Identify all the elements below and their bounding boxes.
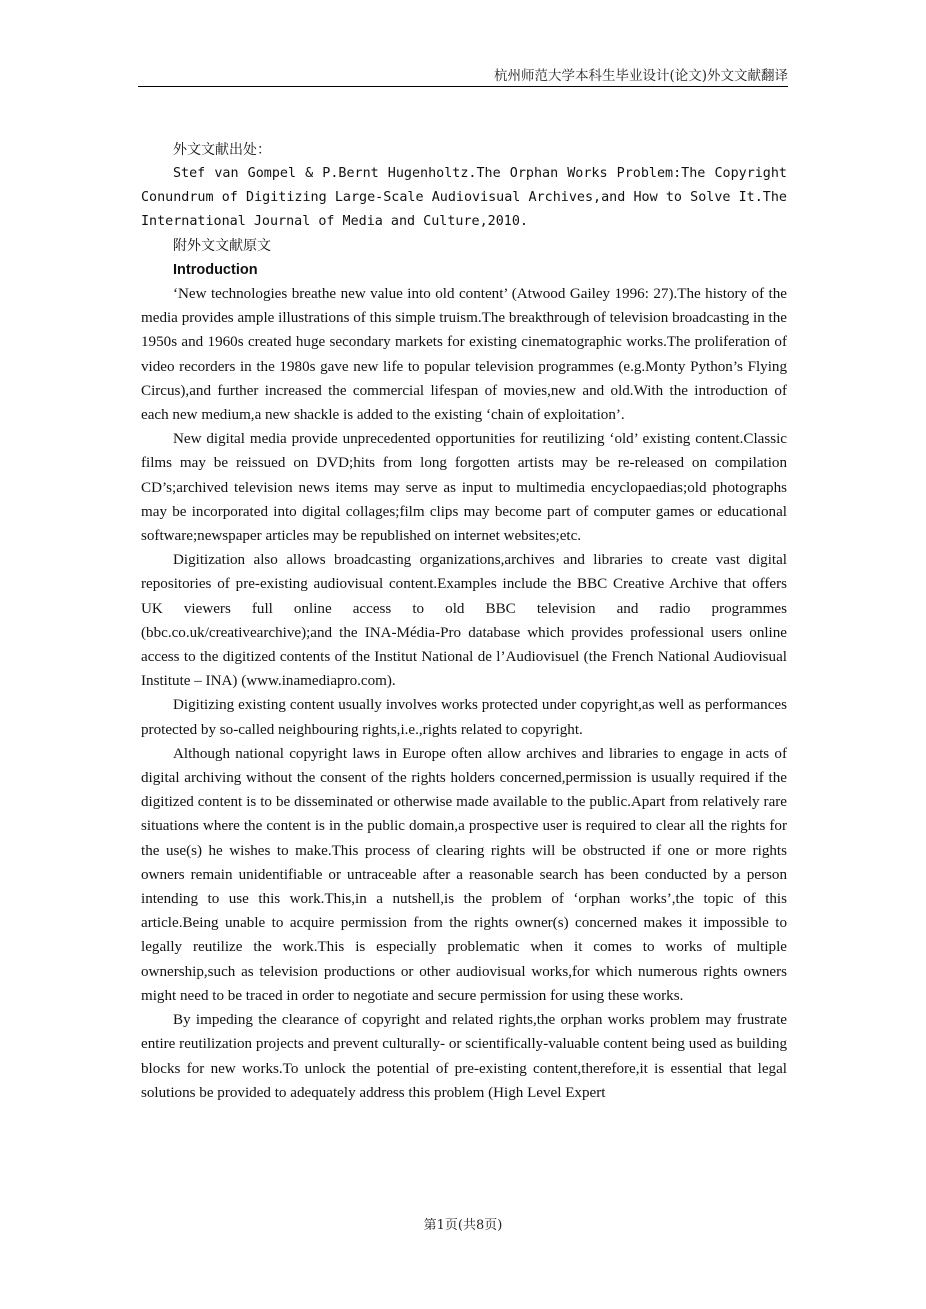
running-header: 杭州师范大学本科生毕业设计(论文)外文文献翻译 [493, 68, 788, 84]
header-rule [138, 86, 788, 87]
source-citation: Stef van Gompel & P.Bernt Hugenholtz.The Orphan Works Problem:The Copyright Conundrum of Digitizing Large-Scale Audiovisual Archives,and How to Solve It.The International Journal of Media and Culture,2010. [141, 166, 787, 229]
page-number: 第1页(共8页) [423, 1218, 503, 1233]
paragraph-6: By impeding the clearance of copyright and related rights,the orphan works problem may frustrate entire reutilization projects and prevent culturally- or scientifically-valuable content being used as building blocks for new works.To unlock the potential of pre-existing content,therefore,it is essential that legal solutions be provided to adequately address this problem (High Level Expert [141, 1012, 787, 1101]
source-label: 外文文献出处： [173, 142, 271, 158]
section-heading: Introduction [173, 262, 258, 278]
appendix-label: 附外文文献原文 [173, 238, 271, 254]
paragraph-5: Although national copyright laws in Europe often allow archives and libraries to engage in acts of digital archiving without the consent of the rights holders concerned,permission is usually required if the digitized content is to be disseminated or otherwise made available to the public.Apart from relatively rare situations where the content is in the public domain,a prospective user is required to clear all the rights for the use(s) he wishes to make.This process of clearing rights will be obstructed if one or more rights owners remain unidentifiable or untraceable after a reasonable search has been conducted by a person intending to use this work.This,in a nutshell,is the problem of ‘orphan works’,the topic of this article.Being unable to acquire permission from the rights owner(s) concerned makes it impossible to legally reutilize the work.This is especially problematic when it comes to works of multiple ownership,such as television productions or other audiovisual works,for which numerous rights owners might need to be traced in order to negotiate and secure permission for using these works. [141, 745, 787, 1004]
paragraph-4: Digitizing existing content usually involves works protected under copyright,as well as performances protected by so-called neighbouring rights,i.e.,rights related to copyright. [141, 697, 787, 738]
paragraph-2: New digital media provide unprecedented opportunities for reutilizing ‘old’ existing content.Classic films may be reissued on DVD;hits from long forgotten artists may be re-released on compilation CD’s;archived television news items may serve as input to multimedia encyclopaedias;old photographs may be incorporated into digital collages;film clips may become part of computer games or educational software;newspaper articles may be republished on internet websites;etc. [141, 431, 787, 545]
paragraph-1: ‘New technologies breathe new value into old content’ (Atwood Gailey 1996: 27).The history of the media provides ample illustrations of this simple truism.The breakthrough of television broadcasting in the 1950s and 1960s created huge secondary markets for existing cinematographic works.The proliferation of video recorders in the 1980s gave new life to popular television programmes (e.g.Monty Python’s Flying Circus),and further increased the commercial lifespan of movies,new and old.With the introduction of each new medium,a new shackle is added to the existing ‘chain of exploitation’. [141, 286, 787, 424]
page-body [141, 138, 787, 1105]
paragraph-3: Digitization also allows broadcasting organizations,archives and libraries to create vast digital repositories of pre-existing audiovisual content.Examples include the BBC Creative Archive that offers UK viewers full online access to old BBC television and radio programmes (bbc.co.uk/creativearchive);and the INA-Média-Pro database which provides professional users online access to the digitized contents of the Institut National de l’Audiovisuel (the French National Audiovisual Institute – INA) (www.inamediapro.com). [141, 552, 787, 690]
